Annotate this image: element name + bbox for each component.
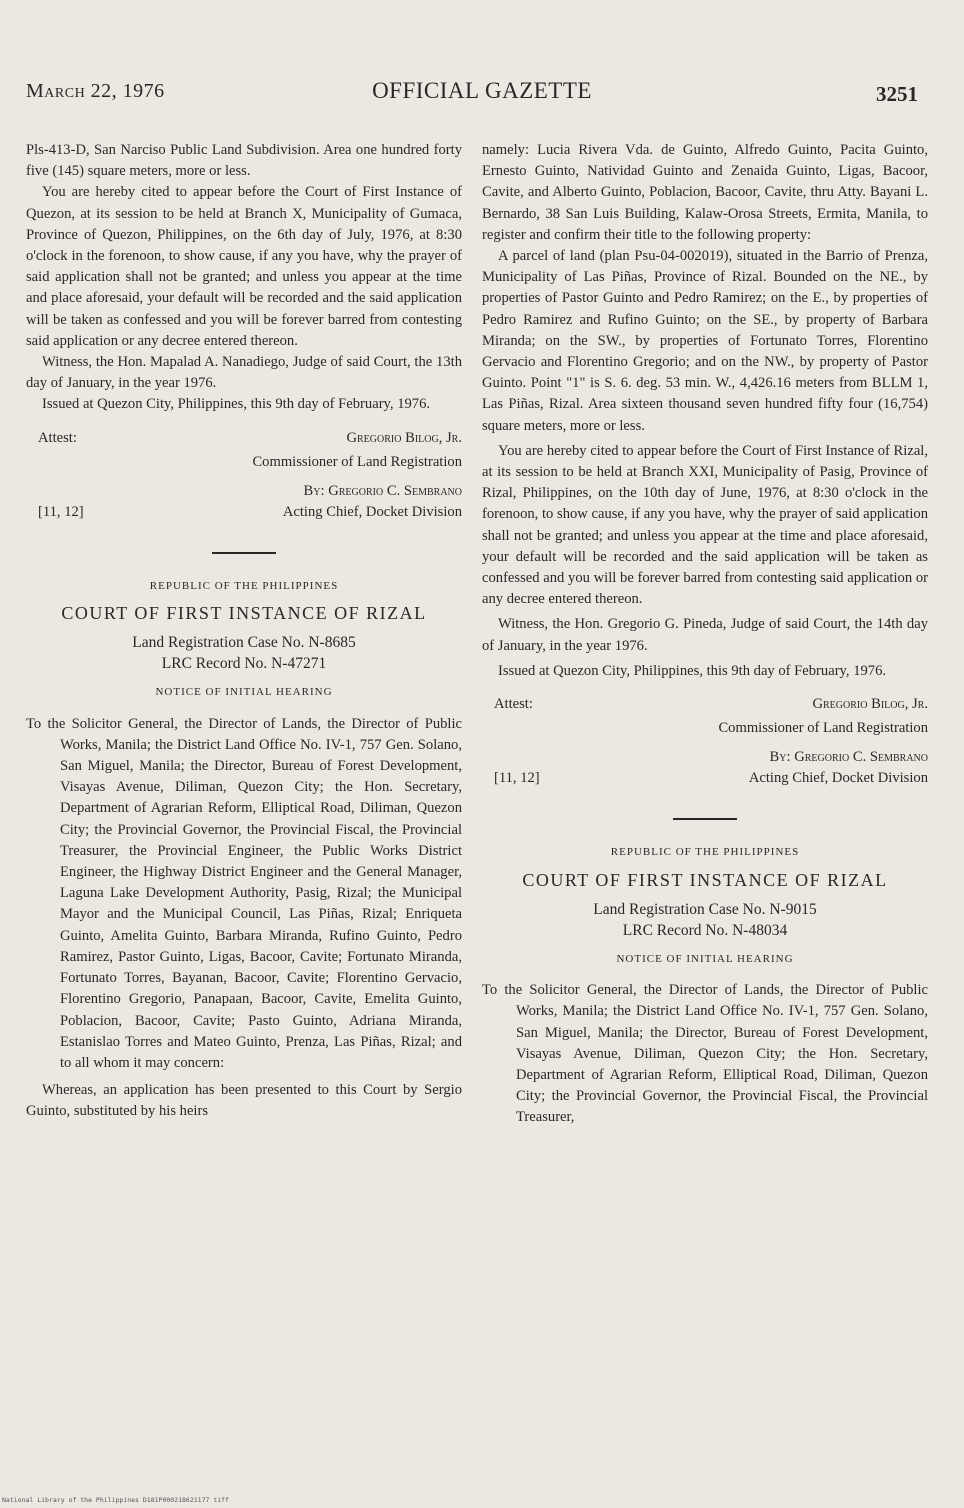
- paragraph: Witness, the Hon. Gregorio G. Pineda, Judge of said Court, the 14th day of January, in the year 1976.: [482, 616, 928, 654]
- attest-name: Gregorio Bilog, Jr.: [812, 696, 928, 713]
- issue-date: March 22, 1976: [26, 80, 165, 102]
- docket-title: Acting Chief, Docket Division: [282, 504, 462, 521]
- by-line: By: Gregorio C. Sembrano: [303, 482, 462, 499]
- attest-label: Attest:: [494, 696, 533, 713]
- by-line: By: Gregorio C. Sembrano: [769, 749, 928, 766]
- left-column: [26, 140, 462, 1123]
- publication-title: OFFICIAL GAZETTE: [372, 78, 592, 103]
- paragraph: Whereas, an application has been presented to this Court by Sergio Guinto, substituted by his heirs: [26, 1082, 462, 1120]
- address-paragraph: To the Solicitor General, the Director of Lands, the Director of Public Works, Manila; the District Land Office No. IV-1, 757 Gen. Solano, San Miguel, Manila; the Director, Bureau of Forest Development, Visayas Avenue, Diliman, Quezon City; the Hon. Secretary, Department of Agrarian Reform, Elliptical Road, Diliman, Quezon City; the Provincial Governor, the Provincial Fiscal, the Provincial Treasurer, the Provincial Engineer, the Public Works District Engineer, the Highway District Engineer and the General Manager, Laguna Lake Development Authority, Pasig, Rizal; the Municipal Mayor and the Municipal Council, Las Piñas, Rizal; Enriqueta Guinto, Amelita Guinto, Barbara Miranda, Rufino Guinto, Pedro Ramirez, Pastor Guinto, Ligas, Bacoor, Cavite; Fortunato Miranda, Fortunato Torres, Bayanan, Bacoor, Cavite; Florentino Gervacio, Florentino Gregorio, Panapaan, Bacoor, Cavite, Emelita Guinto, Poblacion, Bacoor, Cavite; Pasto Guinto, Adriana Miranda, Estanislao Torres and Mateo Guinto, Prenza, Las Piñas, Rizal; and to all whom it may concern:: [26, 715, 462, 1071]
- republic-heading: REPUBLIC OF THE PHILIPPINES: [610, 846, 800, 859]
- section-divider: [673, 818, 737, 820]
- reference-number: [11, 12]: [494, 770, 540, 787]
- address-paragraph: To the Solicitor General, the Director of Lands, the Director of Public Works, Manila; the District Land Office No. IV-1, 757 Gen. Solano, San Miguel, Manila; the Director, Bureau of Forest Development, Visayas Avenue, Diliman, Quezon City; the Hon. Secretary, Department of Agrarian Reform, Elliptical Road, Diliman, Quezon City; the Provincial Governor, the Provincial Fiscal, the Provincial Treasurer,: [482, 982, 928, 1126]
- reference-number: [11, 12]: [38, 504, 84, 521]
- attest-title: Commissioner of Land Registration: [252, 453, 462, 470]
- attest-title: Commissioner of Land Registration: [718, 720, 928, 737]
- lrc-record: LRC Record No. N-48034: [622, 921, 788, 939]
- notice-heading: NOTICE OF INITIAL HEARING: [155, 686, 333, 699]
- right-column: [482, 140, 928, 1129]
- reference-row: [482, 768, 928, 792]
- scan-footer: National Library of the Philippines D181P000218621177 tiff: [2, 1496, 229, 1504]
- attest-label: Attest:: [38, 429, 77, 446]
- page-header: [0, 78, 964, 118]
- case-number: Land Registration Case No. N-9015: [593, 900, 817, 918]
- court-heading: COURT OF FIRST INSTANCE OF RIZAL: [522, 869, 888, 890]
- paragraph: You are hereby cited to appear before the Court of First Instance of Rizal, at its session to be held at Branch XXI, Municipality of Pasig, Province of Rizal, Philippines, on the 10th day of June, 1976, at 8:30 o'clock in the forenoon, to show cause, if any you have, why the prayer of said application shall not be granted; and unless you appear at the time and place aforesaid, your default will be recorded and the said application will be taken as confessed and you will be forever barred from contesting said application or any decree entered thereon.: [482, 442, 928, 608]
- paragraph: Pls-413-D, San Narciso Public Land Subdivision. Area one hundred forty five (145) square meters, more or less.: [26, 142, 462, 180]
- court-heading: COURT OF FIRST INSTANCE OF RIZAL: [61, 603, 427, 624]
- paragraph: A parcel of land (plan Psu-04-002019), situated in the Barrio of Prenza, Municipality of Las Piñas, Province of Rizal. Bounded on the NE., by properties of Pastor Guinto and Pedro Ramirez; on the E., by properties of Pedro Ramirez and Rufino Guinto; on the SE., by property of Barbara Miranda; on the SW., by properties of Fortunato Torres, Florentino Gervacio and Florentino Gregorio; and on the NW., by property of Pastor Guinto. Point "1" is S. 6. deg. 53 min. W., 4,426.16 meters from BLLM 1, Las Piñas, Rizal. Area sixteen thousand seven hundred fifty four (16,754) square meters, more or less.: [482, 248, 928, 434]
- paragraph: You are hereby cited to appear before the Court of First Instance of Quezon, at its session to be held at Branch X, Municipality of Gumaca, Province of Quezon, Philippines, on the 6th day of July, 1976, at 8:30 o'clock in the forenoon, to show cause, if any you have, why the prayer of said application shall not be granted; and unless you appear at the time and place aforesaid, your default will be recorded and the said application will be taken as confessed and you will be forever barred from contesting said application or any decree entered thereon.: [26, 184, 462, 349]
- attest-name: Gregorio Bilog, Jr.: [346, 429, 462, 446]
- notice-heading: NOTICE OF INITIAL HEARING: [616, 952, 794, 965]
- attest-block: [26, 424, 462, 452]
- republic-heading: REPUBLIC OF THE PHILIPPINES: [149, 580, 339, 593]
- paragraph: namely: Lucia Rivera Vda. de Guinto, Alfredo Guinto, Pacita Guinto, Ernesto Guinto, Natividad Guinto and Zenaida Guinto, Ligas, Bacoor, Cavite, and Alberto Guinto, Poblacion, Bacoor, Cavite, thru Atty. Bayani L. Bernardo, 38 San Luis Building, Kalaw-Orosa Streets, Ermita, Manila, to register and confirm their title to the following property:: [482, 142, 928, 243]
- paragraph: Issued at Quezon City, Philippines, this 9th day of February, 1976.: [498, 662, 887, 679]
- docket-title: Acting Chief, Docket Division: [748, 770, 928, 787]
- paragraph: Witness, the Hon. Mapalad A. Nanadiego, Judge of said Court, the 13th day of January, in the year 1976.: [26, 354, 462, 392]
- paragraph: Issued at Quezon City, Philippines, this 9th day of February, 1976.: [42, 396, 431, 413]
- lrc-record: LRC Record No. N-47271: [161, 655, 327, 673]
- page-number: 3251: [876, 82, 918, 106]
- case-number: Land Registration Case No. N-8685: [132, 634, 356, 652]
- attest-block: [482, 690, 928, 718]
- section-divider: [212, 552, 276, 554]
- reference-row: [26, 502, 462, 526]
